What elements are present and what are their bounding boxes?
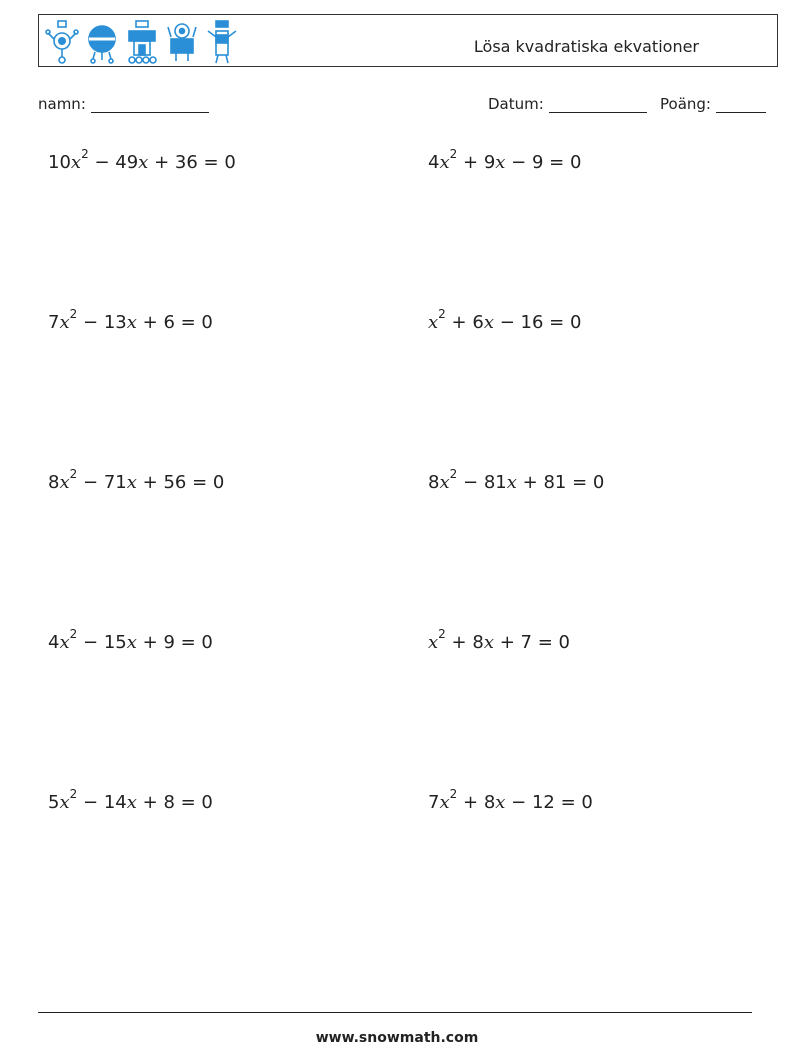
date-blank[interactable]	[549, 96, 647, 113]
robot-icons	[45, 19, 239, 65]
name-blank[interactable]	[91, 96, 209, 113]
score-blank[interactable]	[716, 96, 766, 113]
problem-8: $x^2 + 8x + 7 = 0$	[428, 627, 570, 653]
name-label: namn:	[38, 95, 86, 113]
problem-2: $4x^2 + 9x - 9 = 0$	[428, 147, 582, 173]
problem-10: $7x^2 + 8x - 12 = 0$	[428, 787, 593, 813]
robot-icon	[85, 19, 119, 65]
name-field[interactable]	[38, 95, 209, 113]
date-label: Datum:	[488, 95, 544, 113]
problem-1: $10x^2 - 49x + 36 = 0$	[48, 147, 236, 173]
problem-7: $4x^2 - 15x + 9 = 0$	[48, 627, 213, 653]
footer-divider	[38, 1012, 752, 1013]
footer-url[interactable]: www.snowmath.com	[315, 1030, 479, 1046]
problem-6: $8x^2 - 81x + 81 = 0$	[428, 467, 605, 493]
date-field[interactable]	[488, 95, 647, 113]
score-field[interactable]	[660, 95, 766, 113]
problem-3: $7x^2 - 13x + 6 = 0$	[48, 307, 213, 333]
problem-5: $8x^2 - 71x + 56 = 0$	[48, 467, 225, 493]
robot-icon	[45, 19, 79, 65]
page-title: Lösa kvadratiska ekvationer	[473, 37, 699, 56]
header-box	[38, 14, 778, 67]
problem-9: $5x^2 - 14x + 8 = 0$	[48, 787, 213, 813]
problem-4: $x^2 + 6x - 16 = 0$	[428, 307, 582, 333]
robot-icon	[125, 19, 159, 65]
score-label: Poäng:	[660, 95, 711, 113]
robot-icon	[205, 19, 239, 65]
robot-icon	[165, 19, 199, 65]
